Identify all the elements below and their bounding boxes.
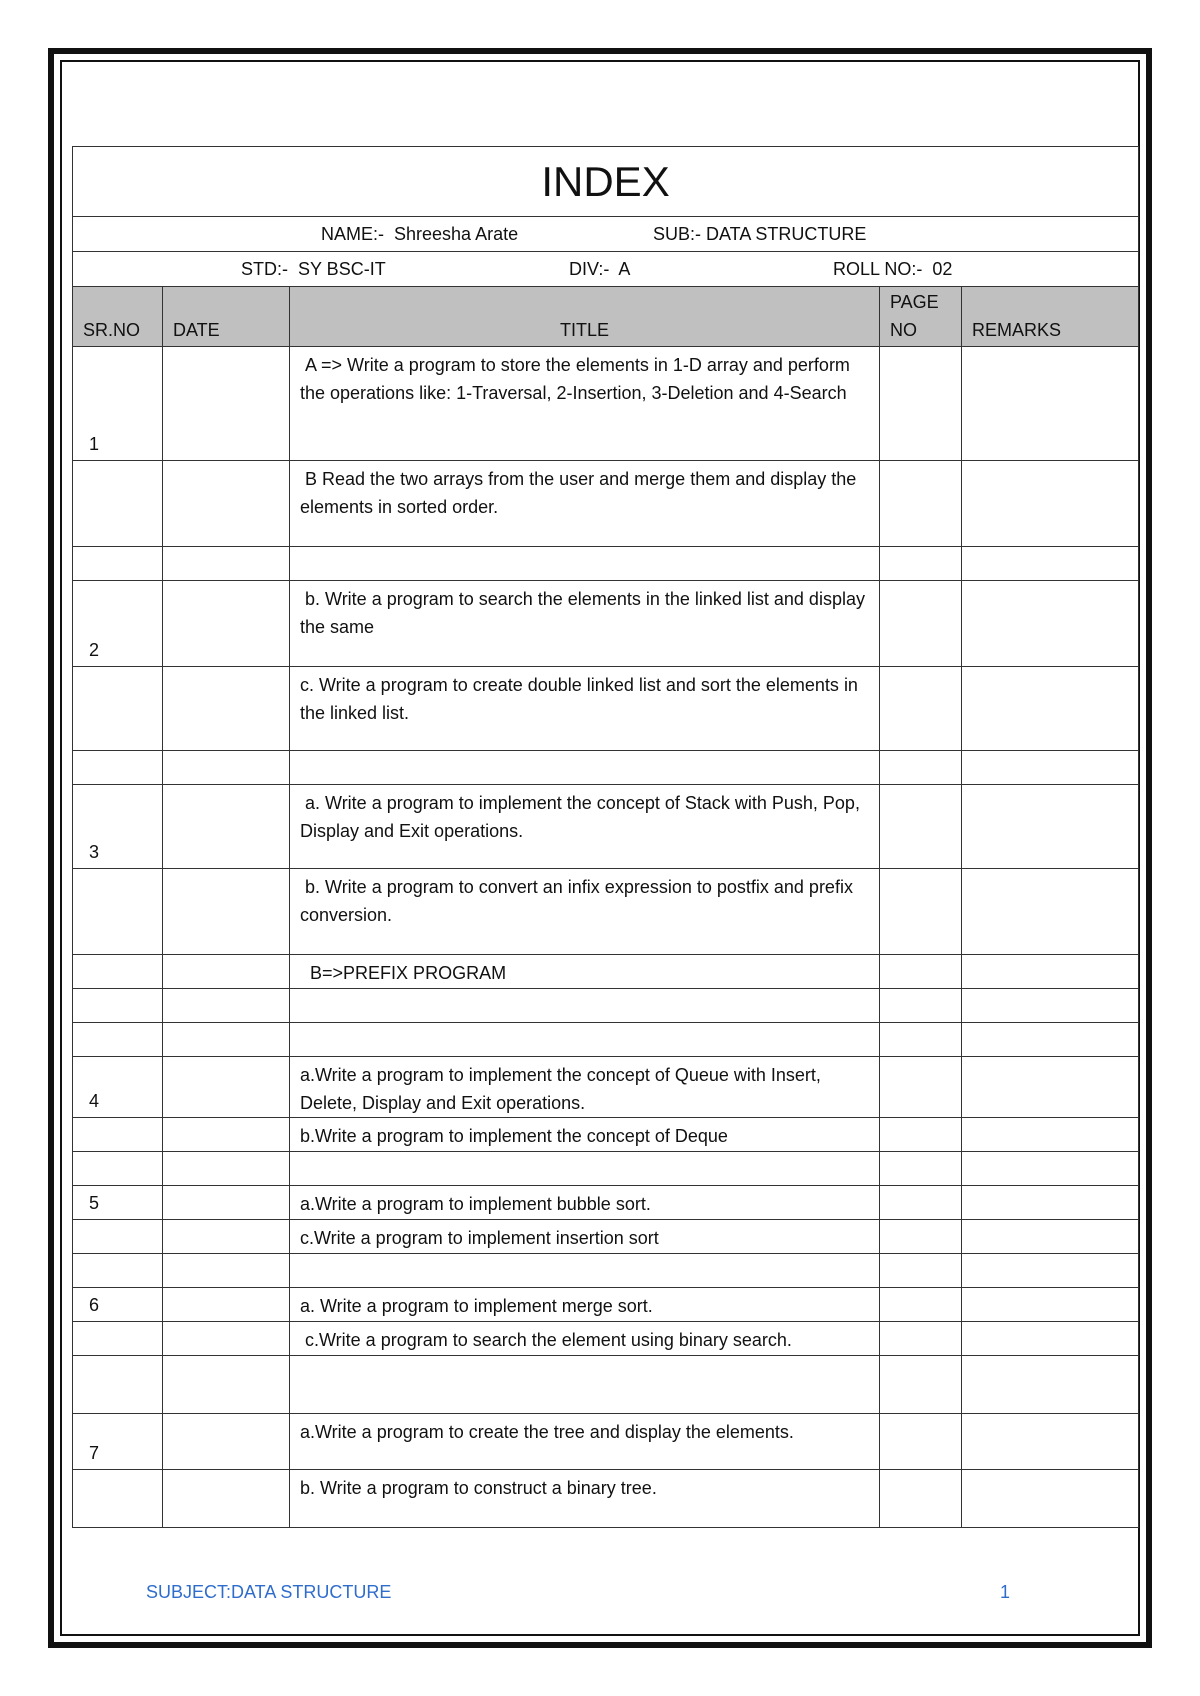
srno-cell: 6	[73, 1288, 163, 1322]
remarks-cell	[962, 1356, 1139, 1414]
table-row	[73, 1356, 1139, 1414]
table-row	[73, 1152, 1139, 1186]
table-row	[73, 1288, 1139, 1322]
title-cell: c.Write a program to search the element using binary search.	[290, 1322, 880, 1356]
col-page-line2: NO	[890, 320, 917, 340]
date-cell	[163, 1414, 290, 1470]
col-page-no	[880, 287, 962, 347]
title-cell: b. Write a program to search the elements in the linked list and display the same	[290, 581, 880, 667]
subject-label: SUB:- DATA STRUCTURE	[653, 224, 867, 244]
date-cell	[163, 461, 290, 547]
page-no-cell	[880, 347, 962, 461]
date-cell	[163, 581, 290, 667]
title-cell: b. Write a program to convert an infix expression to postfix and prefix conversion.	[290, 869, 880, 955]
srno-cell: 4	[73, 1057, 163, 1118]
page-no-cell	[880, 1023, 962, 1057]
remarks-cell	[962, 869, 1139, 955]
page-no-cell	[880, 751, 962, 785]
column-header-row	[73, 287, 1139, 347]
remarks-cell	[962, 667, 1139, 751]
remarks-cell	[962, 1057, 1139, 1118]
page-no-cell	[880, 869, 962, 955]
remarks-cell	[962, 1023, 1139, 1057]
srno-cell	[73, 1152, 163, 1186]
remarks-cell	[962, 955, 1139, 989]
remarks-cell	[962, 1152, 1139, 1186]
table-row	[73, 1186, 1139, 1220]
srno-cell	[73, 751, 163, 785]
index-table	[72, 146, 1139, 1528]
date-cell	[163, 1470, 290, 1528]
srno-cell	[73, 989, 163, 1023]
page-no-cell	[880, 785, 962, 869]
date-cell	[163, 1152, 290, 1186]
srno-cell: 2	[73, 581, 163, 667]
remarks-cell	[962, 1322, 1139, 1356]
table-row	[73, 1023, 1139, 1057]
page-no-cell	[880, 1414, 962, 1470]
page-no-cell	[880, 1186, 962, 1220]
title-cell	[290, 989, 880, 1023]
srno-cell	[73, 1023, 163, 1057]
page-no-cell	[880, 461, 962, 547]
page-no-cell	[880, 955, 962, 989]
title-cell: a. Write a program to implement the concept of Stack with Push, Pop, Display and Exit operations.	[290, 785, 880, 869]
table-row	[73, 667, 1139, 751]
remarks-cell	[962, 1414, 1139, 1470]
srno-cell	[73, 1356, 163, 1414]
remarks-cell	[962, 347, 1139, 461]
table-row	[73, 1220, 1139, 1254]
table-row	[73, 1118, 1139, 1152]
remarks-cell	[962, 1118, 1139, 1152]
title-cell: b.Write a program to implement the concept of Deque	[290, 1118, 880, 1152]
date-cell	[163, 347, 290, 461]
page-no-cell	[880, 1470, 962, 1528]
title-cell: B Read the two arrays from the user and merge them and display the elements in sorted order.	[290, 461, 880, 547]
col-title: TITLE	[290, 287, 880, 347]
info-row-name	[73, 217, 1139, 252]
srno-cell	[73, 1322, 163, 1356]
title-cell: a.Write a program to implement bubble sort.	[290, 1186, 880, 1220]
table-row	[73, 1057, 1139, 1118]
date-cell	[163, 785, 290, 869]
page-no-cell	[880, 1254, 962, 1288]
remarks-cell	[962, 1254, 1139, 1288]
date-cell	[163, 1057, 290, 1118]
srno-cell	[73, 667, 163, 751]
remarks-cell	[962, 1220, 1139, 1254]
remarks-cell	[962, 1186, 1139, 1220]
table-row	[73, 955, 1139, 989]
table-row	[73, 547, 1139, 581]
table-row	[73, 751, 1139, 785]
index-title: INDEX	[73, 147, 1139, 217]
roll-no-label: ROLL NO:- 02	[833, 259, 953, 279]
date-cell	[163, 869, 290, 955]
footer-page-number: 1	[1000, 1582, 1011, 1602]
srno-cell	[73, 1254, 163, 1288]
info-row-std	[73, 252, 1139, 287]
page-no-cell	[880, 1118, 962, 1152]
title-cell	[290, 547, 880, 581]
date-cell	[163, 1023, 290, 1057]
title-cell: c. Write a program to create double linked list and sort the elements in the linked list.	[290, 667, 880, 751]
page-no-cell	[880, 1152, 962, 1186]
page-no-cell	[880, 1057, 962, 1118]
title-cell: a. Write a program to implement merge sort.	[290, 1288, 880, 1322]
remarks-cell	[962, 751, 1139, 785]
table-row	[73, 1414, 1139, 1470]
table-row	[73, 785, 1139, 869]
date-cell	[163, 1288, 290, 1322]
srno-cell: 7	[73, 1414, 163, 1470]
title-cell	[290, 751, 880, 785]
title-cell: B=>PREFIX PROGRAM	[290, 955, 880, 989]
page-no-cell	[880, 581, 962, 667]
srno-cell: 1	[73, 347, 163, 461]
date-cell	[163, 955, 290, 989]
page-no-cell	[880, 1288, 962, 1322]
title-cell: b. Write a program to construct a binary tree.	[290, 1470, 880, 1528]
date-cell	[163, 751, 290, 785]
srno-cell	[73, 1470, 163, 1528]
title-cell	[290, 1023, 880, 1057]
div-label: DIV:- A	[569, 259, 631, 279]
srno-cell	[73, 547, 163, 581]
srno-cell	[73, 461, 163, 547]
srno-cell	[73, 1118, 163, 1152]
page-no-cell	[880, 1220, 962, 1254]
page-no-cell	[880, 667, 962, 751]
student-name: NAME:- Shreesha Arate	[321, 224, 519, 244]
srno-cell	[73, 869, 163, 955]
col-remarks: REMARKS	[962, 287, 1139, 347]
remarks-cell	[962, 989, 1139, 1023]
title-cell: a.Write a program to implement the concept of Queue with Insert, Delete, Display and Exit operations.	[290, 1057, 880, 1118]
remarks-cell	[962, 461, 1139, 547]
remarks-cell	[962, 581, 1139, 667]
title-cell	[290, 1254, 880, 1288]
page-no-cell	[880, 1356, 962, 1414]
remarks-cell	[962, 785, 1139, 869]
table-row	[73, 1470, 1139, 1528]
table-row	[73, 347, 1139, 461]
table-row	[73, 461, 1139, 547]
title-cell	[290, 1356, 880, 1414]
page-no-cell	[880, 1322, 962, 1356]
srno-cell	[73, 955, 163, 989]
table-row	[73, 1322, 1139, 1356]
title-cell	[290, 1152, 880, 1186]
std-label: STD:- SY BSC-IT	[241, 259, 386, 279]
date-cell	[163, 547, 290, 581]
date-cell	[163, 667, 290, 751]
page-no-cell	[880, 547, 962, 581]
remarks-cell	[962, 547, 1139, 581]
srno-cell: 5	[73, 1186, 163, 1220]
title-cell: A => Write a program to store the elements in 1-D array and perform the operations like: 1-Traversal, 2-Insertion, 3-Deletion and 4-Search	[290, 347, 880, 461]
table-row	[73, 1254, 1139, 1288]
col-page-line1: PAGE	[890, 292, 939, 312]
remarks-cell	[962, 1470, 1139, 1528]
date-cell	[163, 1186, 290, 1220]
srno-cell	[73, 1220, 163, 1254]
date-cell	[163, 1118, 290, 1152]
date-cell	[163, 1322, 290, 1356]
title-cell: c.Write a program to implement insertion sort	[290, 1220, 880, 1254]
title-cell: a.Write a program to create the tree and display the elements.	[290, 1414, 880, 1470]
col-date: DATE	[163, 287, 290, 347]
date-cell	[163, 1254, 290, 1288]
table-row	[73, 581, 1139, 667]
table-row	[73, 989, 1139, 1023]
footer-subject: SUBJECT:DATA STRUCTURE	[146, 1582, 392, 1602]
table-row	[73, 869, 1139, 955]
remarks-cell	[962, 1288, 1139, 1322]
date-cell	[163, 1220, 290, 1254]
date-cell	[163, 989, 290, 1023]
srno-cell: 3	[73, 785, 163, 869]
col-srno: SR.NO	[73, 287, 163, 347]
page-no-cell	[880, 989, 962, 1023]
date-cell	[163, 1356, 290, 1414]
